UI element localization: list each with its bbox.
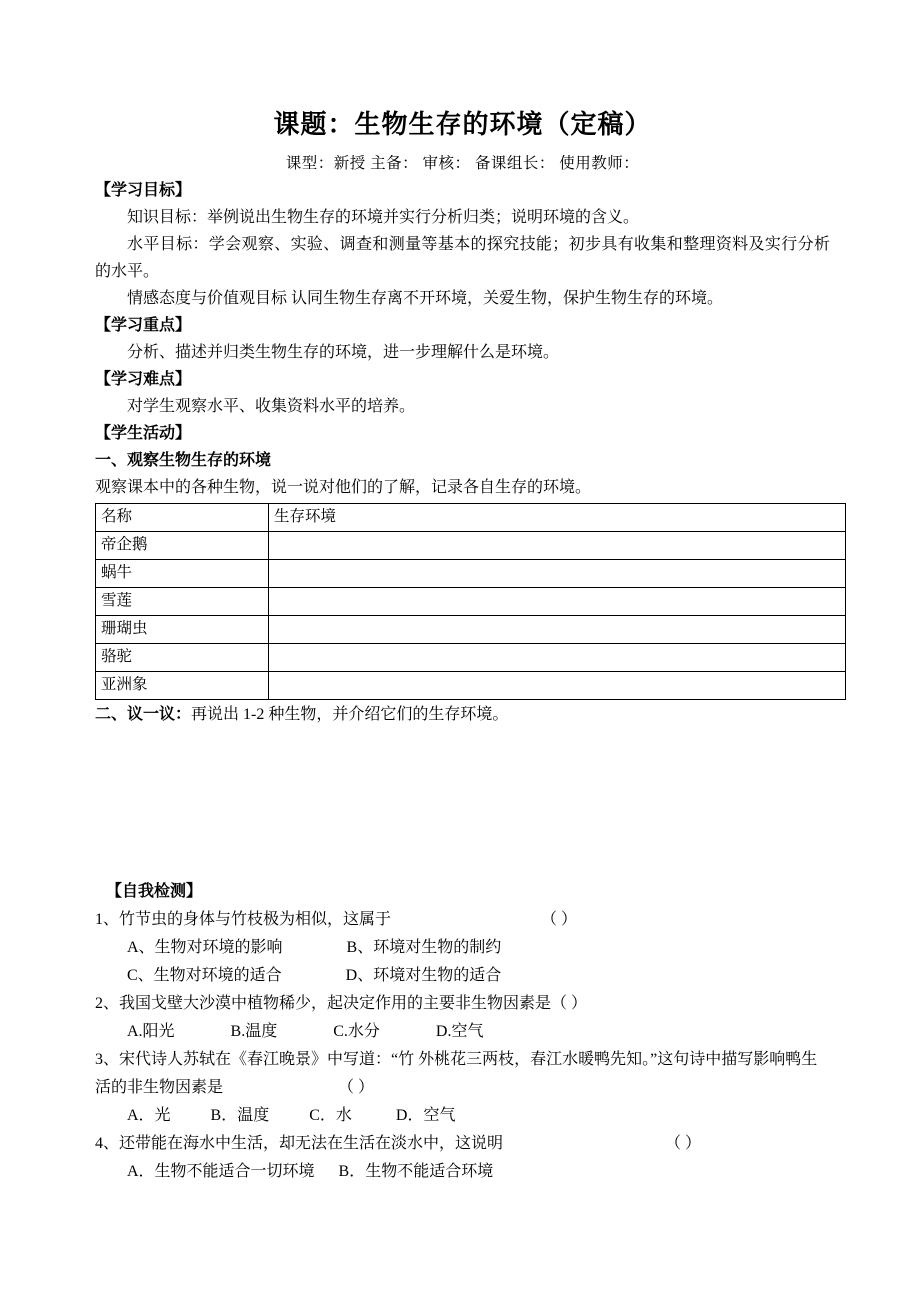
objective-attitude: 情感态度与价值观目标 认同生物生存离不开环境，关爱生物，保护生物生存的环境。 [127,290,724,307]
question-4-stem [95,1130,830,1158]
activity-section-two-text: 再说出 1-2 种生物，并介绍它们的生存环境。 [191,706,509,723]
observation-table [95,503,846,700]
objective-knowledge: 知识目标：举例说出生物生存的环境并实行分析归类；说明环境的含义。 [127,209,640,226]
table-cell-environment[interactable] [269,588,846,616]
question-1-stem [95,906,830,934]
self-test-heading: 【自我检测】 [106,883,203,900]
table-cell-environment[interactable] [269,560,846,588]
activity-section-one-desc: 观察课本中的各种生物，说一说对他们的了解，记录各自生存的环境。 [95,479,592,496]
question-2-stem: 2、我国戈壁大沙漠中植物稀少，起决定作用的主要非生物因素是（ ） [95,995,588,1012]
activities-heading: 【学生活动】 [95,425,192,442]
question-1-options-line-2[interactable]: C、生物对环境的适合 D、环境对生物的适合 [127,967,502,984]
difficulties-heading: 【学习难点】 [95,371,192,388]
objectives-heading: 【学习目标】 [95,182,192,199]
table-row [96,588,846,616]
question-3-text: 3、宋代诗人苏轼在《春江晚景》中写道：“竹 外桃花三两枝，春江水暖鸭先知。”这句诗中描写影响鸭生活的非生物因素是 [95,1051,818,1096]
table-row [96,644,846,672]
table-header-environment: 生存环境 [269,504,846,532]
activity-section-two [95,701,830,728]
question-1-text: 1、竹节虫的身体与竹枝极为相似，这属于 [95,911,392,928]
question-1-answer-box[interactable]: （ ） [541,911,578,928]
key-points-text: 分析、描述并归类生物生存的环境，进一步理解什么是环境。 [127,344,560,361]
table-row [96,672,846,700]
difficulties-text: 对学生观察水平、收集资料水平的培养。 [127,398,416,415]
question-4-options-line-1[interactable]: A．生物不能适合一切环境 B．生物不能适合环境 [127,1163,494,1180]
table-cell-organism: 骆驼 [96,644,269,672]
page-title: 课题：生物生存的环境（定稿） [273,110,652,139]
table-cell-environment[interactable] [269,672,846,700]
question-3-answer-box[interactable]: （ ） [338,1079,375,1096]
table-cell-organism: 亚洲象 [96,672,269,700]
table-header-name: 名称 [96,504,269,532]
table-cell-organism: 珊瑚虫 [96,616,269,644]
table-cell-organism: 帝企鹅 [96,532,269,560]
question-3-options-line-1[interactable]: A．光 B．温度 C．水 D．空气 [127,1107,456,1124]
table-cell-environment[interactable] [269,532,846,560]
answer-blank-area [95,728,830,878]
objective-ability: 水平目标：学会观察、实验、调查和测量等基本的探究技能；初步具有收集和整理资料及实行分析的水平。 [95,236,830,280]
table-header-row [96,504,846,532]
table-cell-environment[interactable] [269,644,846,672]
question-3-stem [95,1046,830,1102]
table-row [96,532,846,560]
table-cell-organism: 雪莲 [96,588,269,616]
question-2-options-line-1[interactable]: A.阳光 B.温度 C.水分 D.空气 [127,1023,484,1040]
key-points-heading: 【学习重点】 [95,317,192,334]
table-cell-environment[interactable] [269,616,846,644]
activity-section-one-title: 一、观察生物生存的环境 [95,452,272,469]
activity-section-two-label: 二、议一议： [95,706,192,723]
table-row [96,616,846,644]
table-row [96,560,846,588]
question-1-options-line-1[interactable]: A、生物对环境的影响 B、环境对生物的制约 [127,939,502,956]
table-cell-organism: 蜗牛 [96,560,269,588]
document-subtitle: 课型：新授 主备： 审核： 备课组长： 使用教师： [285,155,640,172]
question-4-answer-box[interactable]: （ ） [665,1135,702,1152]
document-content [95,0,830,1186]
question-4-text: 4、还带能在海水中生活，却无法在生活在淡水中，这说明 [95,1135,504,1152]
